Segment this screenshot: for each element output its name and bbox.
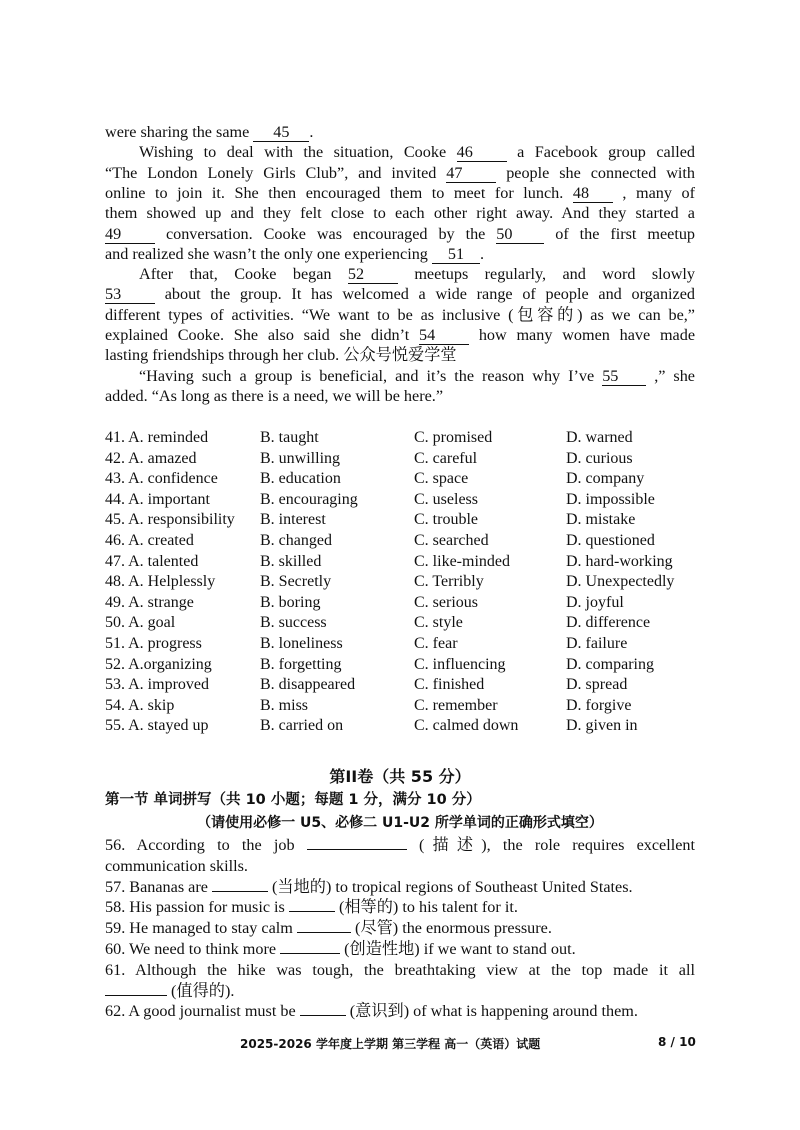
option-50-C: C. style — [414, 614, 463, 632]
option-48-A: 48. A. Helplessly — [105, 573, 216, 591]
line-text: 58. His passion for music is — [105, 898, 289, 917]
option-51-C: C. fear — [414, 635, 458, 652]
option-46-C: C. searched — [414, 532, 489, 549]
passage-line — [105, 122, 695, 142]
line-text: ,” she — [654, 366, 695, 385]
answer-blank: 49 — [105, 226, 155, 244]
option-41-A: 41. A. reminded — [105, 429, 209, 446]
option-50-A: 50. A. goal — [105, 614, 176, 632]
option-54-A: 54. A. skip — [105, 696, 175, 714]
option-51-A: 51. A. progress — [105, 635, 202, 652]
answer-blank — [105, 995, 167, 996]
option-44-B: B. encouraging — [260, 490, 358, 508]
option-42-C: C. careful — [414, 449, 478, 467]
line-text: . — [479, 244, 484, 263]
passage-line — [105, 305, 695, 325]
passage-line — [105, 163, 695, 183]
answer-blank: 52 — [348, 266, 398, 284]
answer-blank: 48 — [573, 185, 613, 203]
line-text: a Facebook group called — [517, 143, 695, 162]
option-47-D: D. hard-working — [566, 552, 673, 570]
option-47-A: 47. A. talented — [105, 552, 199, 570]
passage-line — [105, 284, 695, 304]
line-text: , many of — [622, 183, 696, 202]
option-48-B: B. Secretly — [260, 573, 332, 591]
option-51-B: B. loneliness — [260, 635, 343, 652]
line-text: different types of activities. “We want to be as inclusive (包容的) as we can be,” — [105, 305, 695, 324]
question-line — [105, 918, 695, 938]
line-text: added. “As long as there is a need, we will be here.” — [105, 386, 444, 405]
line-text: (创造性地) if we want to stand out. — [340, 940, 576, 958]
line-text: . — [309, 123, 314, 141]
line-text: After that, Cooke began — [139, 265, 348, 284]
option-49-C: C. serious — [414, 593, 478, 611]
answer-blank: 53 — [105, 286, 155, 304]
line-text: (相等的) to his talent for it. — [334, 898, 518, 917]
answer-blank — [300, 1015, 346, 1016]
answer-blank: 55 — [602, 368, 646, 386]
option-46-D: D. questioned — [566, 532, 655, 549]
answer-blank: 51 — [432, 246, 480, 264]
passage-line — [105, 325, 695, 345]
passage-line — [105, 366, 695, 386]
option-41-C: C. promised — [414, 429, 493, 446]
option-41-D: D. warned — [566, 429, 633, 446]
answer-blank: 46 — [457, 144, 507, 162]
line-text: “The London Lonely Girls Club”, and invited — [105, 163, 447, 182]
line-text: about the group. It has welcomed a wide range of people and organized — [164, 285, 695, 304]
option-55-B: B. carried on — [260, 717, 344, 735]
passage-line — [105, 203, 695, 223]
passage-line — [105, 386, 695, 406]
passage-line — [105, 264, 695, 284]
line-text: conversation. Cooke was encouraged by the — [165, 224, 497, 243]
option-55-A: 55. A. stayed up — [105, 717, 209, 735]
answer-blank — [289, 911, 335, 912]
passage-line — [105, 183, 695, 203]
line-text: “Having such a group is beneficial, and it’s the reason why I’ve — [139, 366, 603, 385]
answer-blank: 47 — [446, 165, 496, 183]
passage-line — [105, 142, 695, 162]
answer-blank: 50 — [496, 226, 544, 244]
option-49-D: D. joyful — [566, 593, 624, 611]
option-41-B: B. taught — [260, 429, 319, 446]
option-45-D: D. mistake — [566, 511, 636, 529]
option-47-C: C. like-minded — [414, 552, 510, 570]
option-45-B: B. interest — [260, 511, 326, 529]
option-43-A: 43. A. confidence — [105, 470, 218, 488]
option-53-C: C. finished — [414, 676, 485, 694]
option-55-C: C. calmed down — [414, 717, 519, 735]
line-text: of the first meetup — [555, 224, 696, 243]
option-44-D: D. impossible — [566, 490, 655, 508]
section1-title: 第一节 单词拼写（共 10 小题；每题 1 分，满分 10 分） — [105, 792, 481, 808]
question-line — [105, 835, 695, 855]
line-text: 60. We need to think more — [105, 940, 281, 958]
question-line — [105, 856, 695, 876]
passage-line — [105, 224, 695, 244]
question-line — [105, 877, 695, 897]
option-46-A: 46. A. created — [105, 532, 194, 549]
option-45-A: 45. A. responsibility — [105, 511, 235, 529]
option-44-A: 44. A. important — [105, 490, 210, 508]
passage-line — [105, 345, 695, 365]
section1-note: （请使用必修一 U5、必修二 U1-U2 所学单词的正确形式填空） — [197, 815, 603, 831]
line-text: (意识到) of what is happening around them. — [345, 1002, 638, 1021]
option-53-D: D. spread — [566, 676, 628, 694]
option-48-C: C. Terribly — [414, 573, 484, 591]
option-52-C: C. influencing — [414, 655, 506, 673]
option-54-C: C. remember — [414, 696, 498, 714]
option-42-A: 42. A. amazed — [105, 449, 197, 467]
question-line — [105, 981, 695, 1001]
passage-line — [105, 244, 695, 264]
line-text: online to join it. She then encouraged them to meet for lunch. — [105, 183, 573, 202]
line-text: were sharing the same — [105, 123, 254, 141]
option-43-B: B. education — [260, 470, 341, 488]
line-text: (描述), the role requires excellent — [418, 836, 696, 854]
option-51-D: D. failure — [566, 635, 628, 652]
line-text: people she connected with — [506, 163, 696, 182]
line-text: meetups regularly, and word slowly — [414, 265, 696, 284]
option-43-D: D. company — [566, 470, 645, 488]
option-46-B: B. changed — [260, 532, 332, 549]
line-text: how many women have made — [478, 326, 696, 344]
option-52-D: D. comparing — [566, 655, 654, 673]
part2-title: 第II卷（共 55 分） — [329, 767, 471, 786]
option-54-B: B. miss — [260, 696, 309, 714]
option-44-C: C. useless — [414, 490, 478, 508]
answer-blank: 54 — [419, 327, 469, 345]
option-55-D: D. given in — [566, 717, 638, 735]
line-text: Wishing to deal with the situation, Cooke — [139, 143, 457, 162]
line-text: (尽管) the enormous pressure. — [350, 919, 552, 938]
line-text: communication skills. — [105, 856, 248, 875]
line-text: (当地的) to tropical regions of Southeast United States. — [267, 877, 633, 896]
option-42-D: D. curious — [566, 449, 633, 467]
question-line — [105, 939, 695, 959]
question-line — [105, 897, 695, 917]
option-52-A: 52. A.organizing — [105, 655, 212, 673]
option-53-A: 53. A. improved — [105, 676, 209, 694]
line-text: and realized she wasn’t the only one experiencing — [105, 244, 432, 263]
option-52-B: B. forgetting — [260, 655, 342, 673]
option-49-A: 49. A. strange — [105, 593, 194, 611]
line-text: 59. He managed to stay calm — [105, 919, 297, 938]
option-53-B: B. disappeared — [260, 676, 356, 694]
option-48-D: D. Unexpectedly — [566, 573, 675, 591]
answer-blank — [212, 891, 268, 892]
line-text: 57. Bananas are — [105, 877, 212, 896]
answer-blank — [307, 849, 407, 850]
line-text: 56. According to the job — [105, 836, 307, 854]
footer-title: 2025-2026 学年度上学期 第三学程 高一（英语）试题 — [240, 1037, 541, 1051]
answer-blank — [297, 932, 351, 933]
line-text: 62. A good journalist must be — [105, 1002, 300, 1021]
option-50-B: B. success — [260, 614, 327, 632]
question-line — [105, 960, 695, 980]
option-50-D: D. difference — [566, 614, 651, 632]
option-43-C: C. space — [414, 470, 469, 488]
option-42-B: B. unwilling — [260, 449, 341, 467]
answer-blank: 45 — [253, 124, 309, 142]
option-47-B: B. skilled — [260, 552, 322, 570]
line-text: (值得的). — [167, 981, 235, 1000]
line-text: lasting friendships through her club. 公众号悦爱学堂 — [105, 346, 457, 365]
page-number: 8 / 10 — [658, 1035, 696, 1049]
answer-blank — [280, 953, 340, 954]
question-line — [105, 1001, 695, 1021]
option-45-C: C. trouble — [414, 511, 478, 529]
option-49-B: B. boring — [260, 593, 321, 611]
line-text: them showed up and they felt close to each other right away. And they started a — [105, 204, 695, 223]
option-54-D: D. forgive — [566, 696, 632, 714]
line-text: explained Cooke. She also said she didn’t — [105, 326, 420, 344]
line-text: 61. Although the hike was tough, the breathtaking view at the top made it all — [105, 960, 695, 979]
